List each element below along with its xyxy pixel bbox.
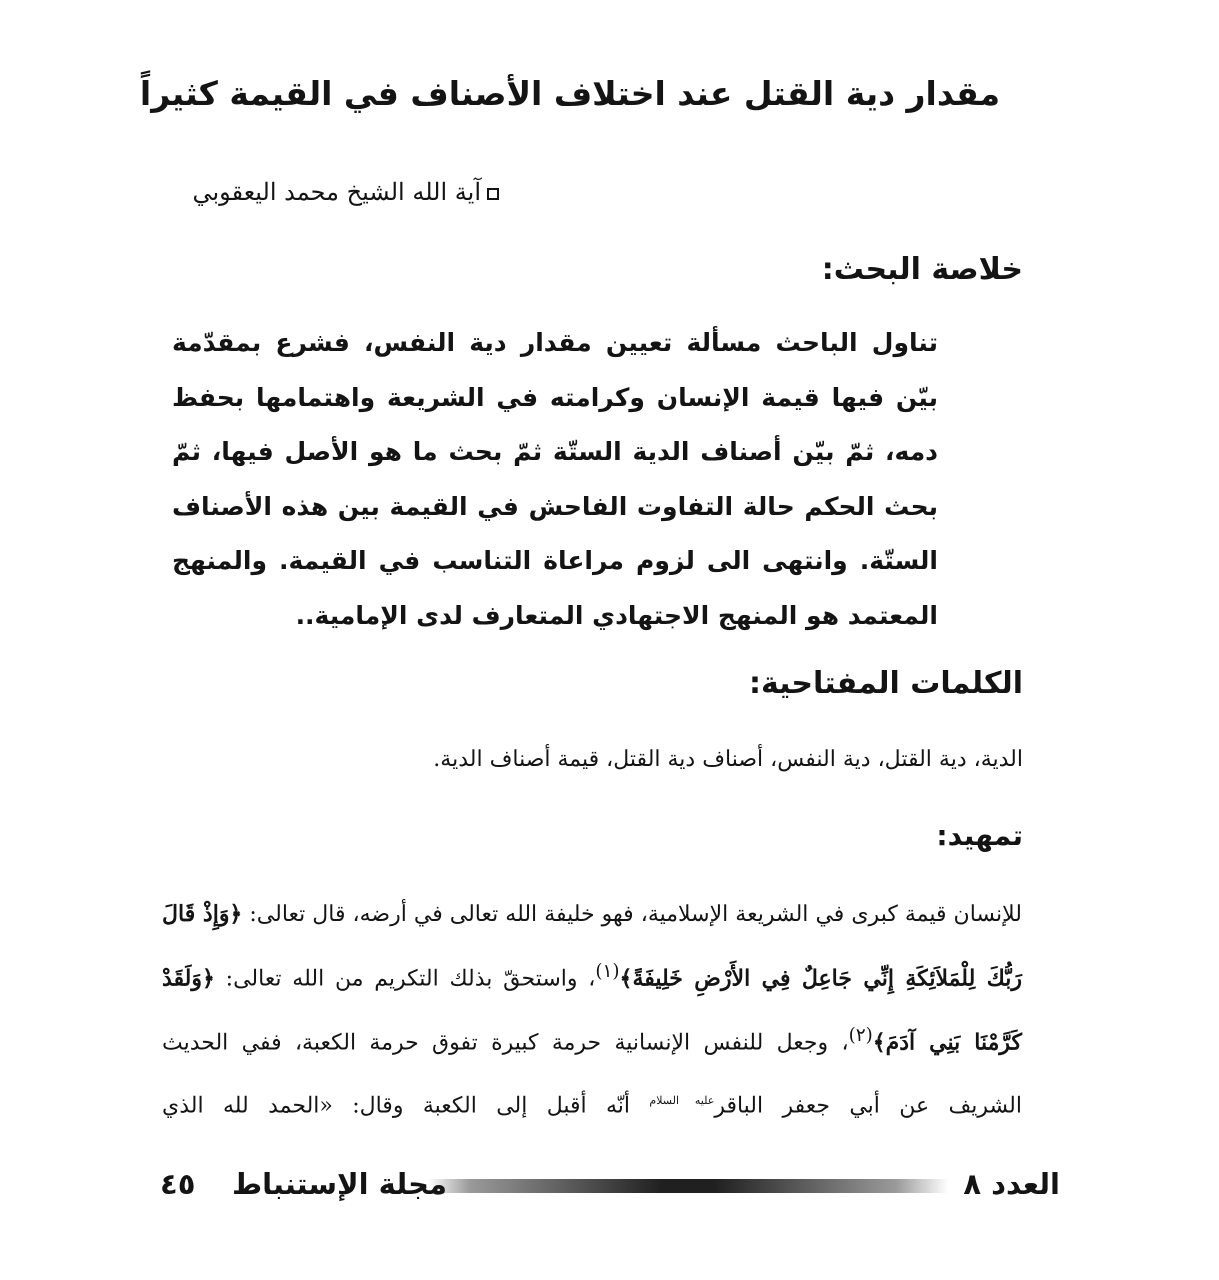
square-bullet-icon: [487, 188, 499, 200]
honorific-mark: عليه السلام: [649, 1093, 715, 1107]
intro-heading: تمهيد:: [936, 819, 1023, 852]
page-number: ٤٥: [160, 1167, 196, 1201]
journal-name: مجلة الإستنباط: [232, 1167, 447, 1201]
footer-divider-bar: [428, 1179, 948, 1193]
abstract-heading: خلاصة البحث:: [821, 252, 1023, 287]
intro-text-part-3: ، وجعل للنفس الإنسانية حرمة كبيرة تفوق حرمة الكعبة، ففي الحديث الشريف عن أبي جعفر الباقر: [162, 1030, 1022, 1118]
intro-text-part-1: للإنسان قيمة كبرى في الشريعة الإسلامية، فهو خليفة الله تعالى في أرضه، قال تعالى:: [242, 902, 1022, 927]
intro-paragraph: [162, 886, 1022, 1134]
author-line: [119, 172, 499, 212]
keywords-list: الدية، دية القتل، دية النفس، أصناف دية القتل، قيمة أصناف الدية.: [433, 747, 1023, 772]
quran-quote-1: ﴿وَإِذْ قَالَ رَبُّكَ لِلْمَلاَئِكَةِ إِنِّي جَاعِلٌ فِي الأَرْضِ خَلِيفَةً﴾: [162, 901, 1022, 992]
article-title: مقدار دية القتل عند اختلاف الأصناف في القيمة كثيراً: [139, 74, 1001, 113]
intro-text-part-2: ، واستحقّ بذلك التكريم من الله تعالى:: [214, 966, 596, 992]
intro-text-part-4: أنّه أقبل إلى الكعبة وقال: «الحمد لله الذي: [162, 1092, 650, 1118]
keywords-heading: الكلمات المفتاحية:: [748, 666, 1023, 701]
quran-quote-2: ﴿وَلَقَدْ كَرَّمْنَا بَنِي آدَمَ﴾: [162, 965, 1022, 1056]
footnote-ref-1[interactable]: (١): [595, 961, 620, 982]
author-name: آية الله الشيخ محمد اليعقوبي: [192, 178, 481, 206]
footnote-ref-2[interactable]: (٢): [848, 1025, 873, 1047]
abstract-paragraph: تناول الباحث مسألة تعيين مقدار دية النفس، فشرع بمقدّمة بيّن فيها قيمة الإنسان وكرامته في الشريعة واهتمامها بحفظ دمه، ثمّ بيّن أصناف الدية الستّة ثمّ بحث ما هو الأصل فيها، ثمّ بحث الحكم حالة التفاوت الفاحش في القيمة بين هذه الأصناف الستّة. وانتهى الى لزوم مراعاة التناسب في القيمة. والمنهج المعتمد هو المنهج الاجتهادي المتعارف لدى الإمامية..: [172, 328, 938, 630]
page-footer: [160, 1160, 1060, 1210]
issue-number: العدد ٨: [963, 1167, 1060, 1201]
